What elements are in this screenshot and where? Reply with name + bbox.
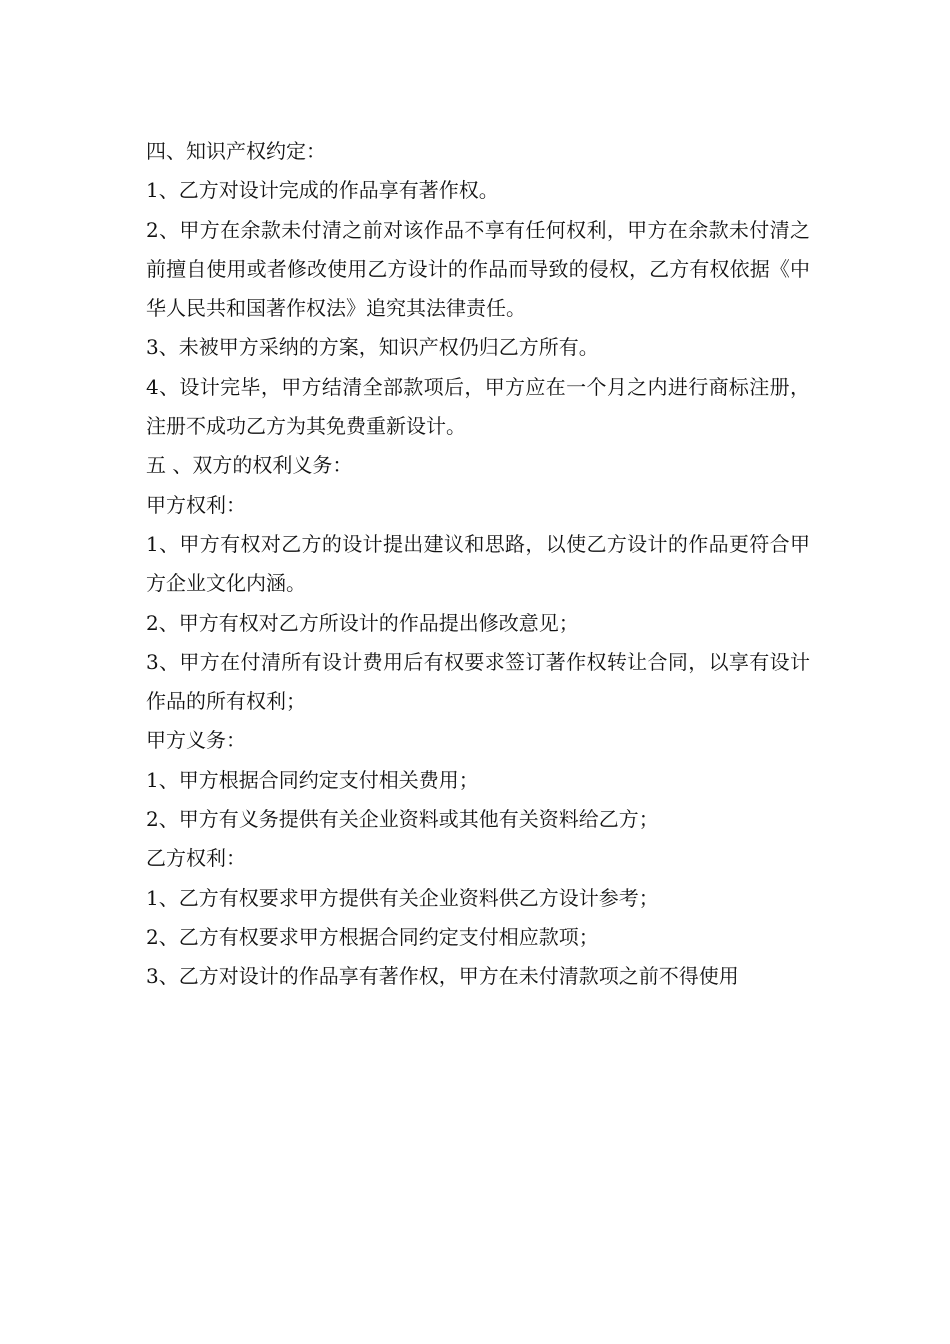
- party-a-right-2: 2、甲方有权对乙方所设计的作品提出修改意见；: [146, 610, 579, 635]
- party-a-right-1: 1、甲方有权对乙方的设计提出建议和思路，以使乙方设计的作品更符合甲方企业文化内涵。: [146, 531, 810, 596]
- document-body: [146, 132, 810, 997]
- party-b-rights-heading: 乙方权利：: [146, 846, 246, 871]
- section-heading-rights-obligations: 五 、双方的权利义务：: [146, 453, 353, 478]
- ip-clause-3: 3、未被甲方采纳的方案，知识产权仍归乙方所有。: [146, 335, 599, 360]
- section-heading-ip: 四、知识产权约定：: [146, 139, 326, 163]
- party-a-obligation-1: 1、甲方根据合同约定支付相关费用；: [146, 767, 479, 792]
- party-a-rights-heading: 甲方权利：: [146, 492, 246, 517]
- party-b-right-1: 1、乙方有权要求甲方提供有关企业资料供乙方设计参考；: [146, 885, 659, 910]
- party-a-obligations-heading: 甲方义务：: [146, 728, 246, 753]
- party-a-right-3: 3、甲方在付清所有设计费用后有权要求签订著作权转让合同，以享有设计作品的所有权利；: [146, 649, 810, 714]
- party-b-right-3: 3、乙方对设计的作品享有著作权，甲方在未付清款项之前不得使用: [146, 964, 739, 989]
- party-b-right-2: 2、乙方有权要求甲方根据合同约定支付相应款项；: [146, 924, 599, 949]
- ip-clause-4: 4、设计完毕，甲方结清全部款项后，甲方应在一个月之内进行商标注册，注册不成功乙方为其免费重新设计。: [146, 374, 810, 439]
- party-a-obligation-2: 2、甲方有义务提供有关企业资料或其他有关资料给乙方；: [146, 807, 659, 832]
- ip-clause-2: 2、甲方在余款未付清之前对该作品不享有任何权利，甲方在余款未付清之前擅自使用或者修改使用乙方设计的作品而导致的侵权，乙方有权依据《中华人民共和国著作权法》追究其法律责任。: [146, 217, 810, 321]
- ip-clause-1: 1、乙方对设计完成的作品享有著作权。: [146, 178, 499, 203]
